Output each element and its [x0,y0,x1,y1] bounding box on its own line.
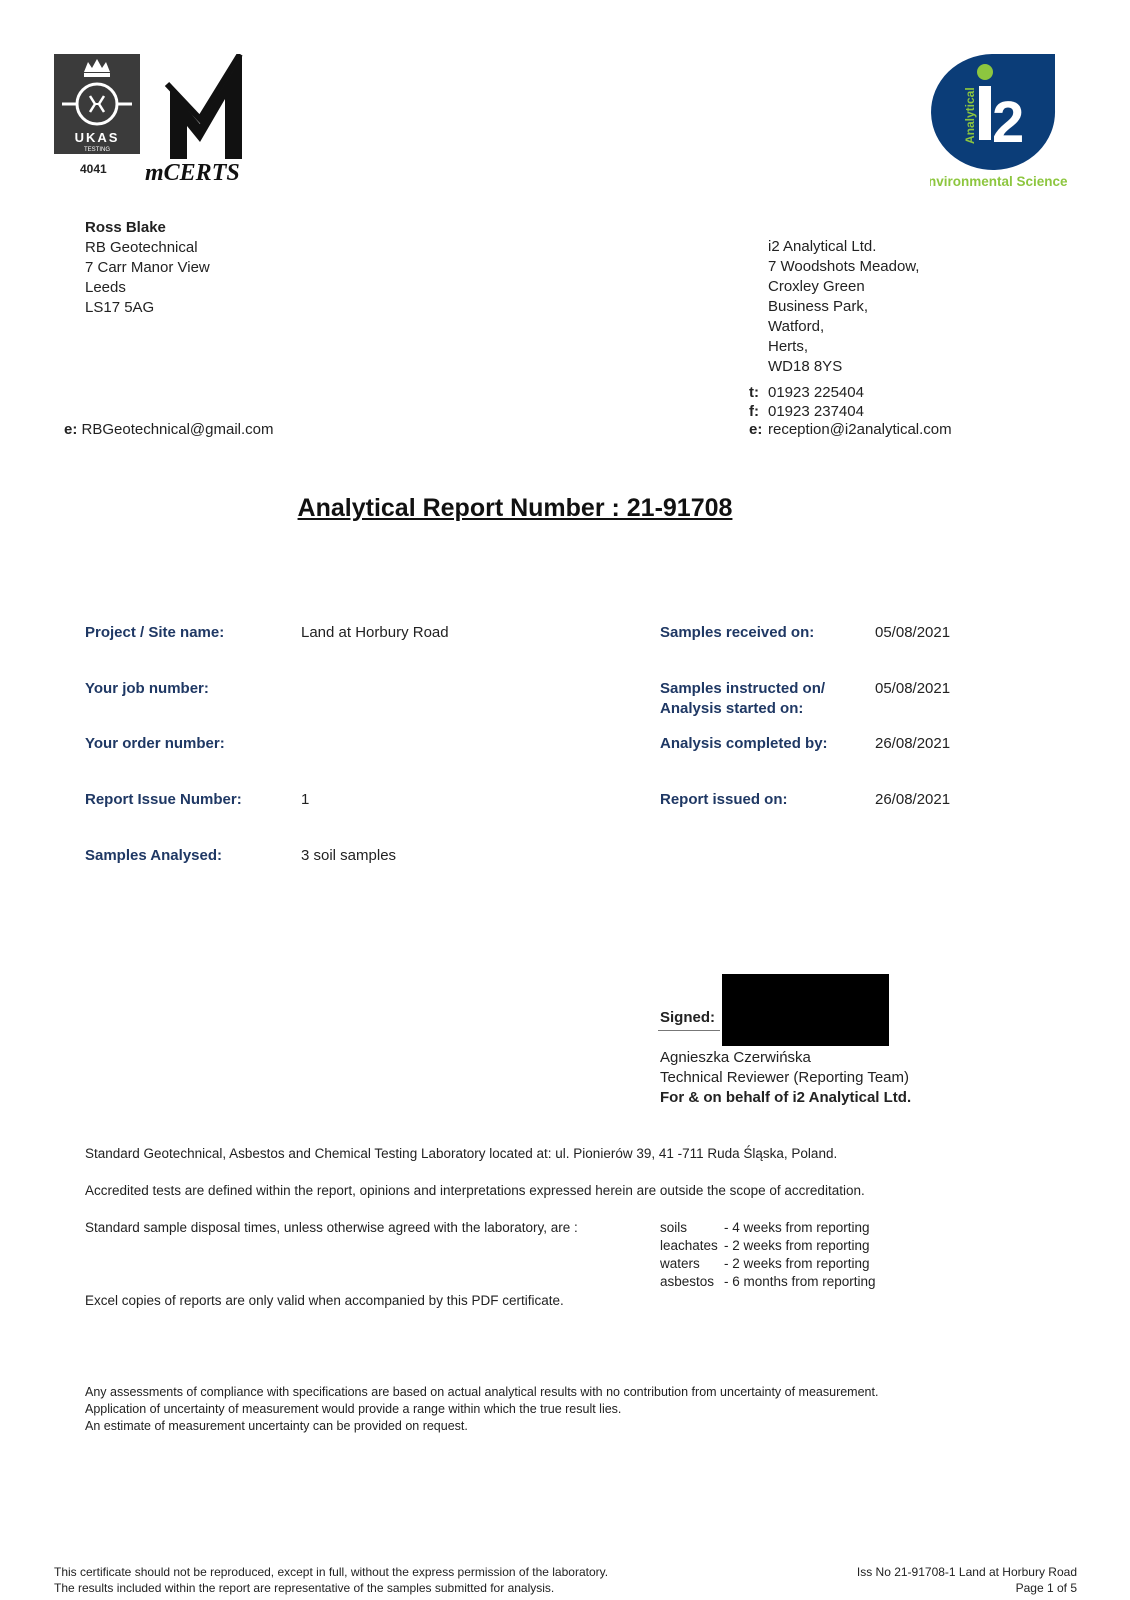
received-value: 05/08/2021 [875,624,951,641]
disposal-row [660,1237,876,1255]
disposal-row [660,1255,876,1273]
disposal-type: leachates [660,1238,718,1253]
lab-phone-label: t: [749,384,759,401]
compliance-line: Any assessments of compliance with specifications are based on actual analytical results with no contribution from uncertainty of measurement. [85,1385,879,1399]
disposal-time: - 6 months from reporting [724,1274,876,1289]
svg-text:Analytical: Analytical [963,87,977,144]
footer-left [54,1564,608,1596]
footer-issue-reference: Iss No 21-91708-1 Land at Horbury Road [856,1565,1077,1579]
instructed-label-line: Samples instructed on/ [660,680,826,697]
job-number-label: Your job number: [85,680,209,697]
lab-address-line: WD18 8YS [768,358,843,375]
excel-note: Excel copies of reports are only valid when accompanied by this PDF certificate. [85,1293,564,1308]
compliance-line: An estimate of measurement uncertainty can be provided on request. [85,1419,468,1433]
disposal-type: asbestos [660,1274,715,1289]
client-address-line: Leeds [85,279,126,296]
footer-right [857,1564,1077,1596]
signed-label: Signed: [660,1009,715,1026]
ukas-logo [54,54,140,154]
instructed-label [660,679,825,719]
disposal-row [660,1273,876,1291]
client-address-line: RB Geotechnical [85,239,198,256]
signature-underline [658,1030,720,1031]
issued-on-value: 26/08/2021 [875,791,951,808]
svg-text:TESTING: TESTING [83,147,111,153]
signatory-name: Agnieszka Czerwińska [660,1049,811,1066]
compliance-note [85,1384,878,1435]
client-address-block [85,218,210,318]
client-email-row [64,420,273,440]
svg-text:mCERTS: mCERTS [145,160,240,184]
disposal-time: - 2 weeks from reporting [724,1238,870,1253]
disposal-list [660,1219,876,1291]
ukas-crown-icon [54,54,140,154]
lab-email-row [749,421,952,440]
svg-text:UKAS: UKAS [74,130,120,145]
i2-analytical-logo [930,52,1070,202]
lab-email[interactable]: reception@i2analytical.com [768,421,952,438]
lab-address-line: i2 Analytical Ltd. [768,238,877,255]
samples-analysed-label: Samples Analysed: [85,847,222,864]
lab-fax: 01923 237404 [768,402,864,420]
report-title: Analytical Report Number : 21-91708 [297,494,733,522]
client-name: Ross Blake [85,219,166,236]
lab-address-line: Herts, [768,338,809,355]
footer-page-number: Page 1 of 5 [1015,1581,1077,1595]
accreditation-note: Accredited tests are defined within the report, opinions and interpretations expressed herein are outside the scope of accreditation. [85,1183,865,1198]
signatory-role: Technical Reviewer (Reporting Team) [660,1069,909,1086]
lab-phone: 01923 225404 [768,384,864,401]
lab-address-line: Watford, [768,318,825,335]
completed-label: Analysis completed by: [660,735,828,752]
redacted-signature [722,974,889,1046]
disposal-intro: Standard sample disposal times, unless otherwise agreed with the laboratory, are : [85,1220,578,1235]
disposal-type: waters [660,1256,700,1271]
instructed-label-line: Analysis started on: [660,700,804,717]
ukas-accreditation-number: 4041 [80,162,107,176]
lab-address-line: 7 Woodshots Meadow, [768,258,920,275]
project-value: Land at Horbury Road [301,624,449,641]
completed-value: 26/08/2021 [875,735,951,752]
project-label: Project / Site name: [85,624,225,641]
lab-fax-row [749,403,952,422]
lab-location-note: Standard Geotechnical, Asbestos and Chemical Testing Laboratory located at: ul. Pionierów 39, 41 -711 Ruda Śląska, Poland. [85,1146,838,1161]
signatory-block [660,1048,911,1108]
disposal-type: soils [660,1220,688,1235]
issue-number-value: 1 [301,791,310,808]
issue-number-label: Report Issue Number: [85,791,242,808]
client-address-line: LS17 5AG [85,299,155,316]
client-address-line: 7 Carr Manor View [85,259,210,276]
received-label: Samples received on: [660,624,815,641]
client-email-label: e: [64,421,78,438]
disposal-time: - 2 weeks from reporting [724,1256,870,1271]
disposal-time: - 4 weeks from reporting [724,1220,870,1235]
disposal-row [660,1219,876,1237]
order-number-label: Your order number: [85,735,225,752]
mcerts-mark-icon [145,54,270,184]
samples-analysed-value: 3 soil samples [301,847,397,864]
signatory-behalf: For & on behalf of i2 Analytical Ltd. [660,1089,912,1106]
lab-fax-label: f: [749,402,759,420]
lab-contact-block [749,384,952,440]
issued-on-label: Report issued on: [660,791,788,808]
lab-email-label: e: [749,421,763,438]
instructed-value: 05/08/2021 [875,680,951,697]
footer-representative-note: The results included within the report are representative of the samples submitted for analysis. [54,1581,555,1595]
compliance-line: Application of uncertainty of measurement would provide a range within which the true result lies. [85,1402,622,1416]
lab-address-block [768,237,919,377]
mcerts-logo [145,54,270,184]
lab-address-line: Croxley Green [768,278,865,295]
lab-phone-row [749,384,952,403]
footer-reproduction-note: This certificate should not be reproduced, except in full, without the express permission of the laboratory. [54,1565,609,1579]
svg-text:Environmental Science: Environmental Science [930,174,1068,189]
svg-text:2: 2 [992,90,1025,155]
client-email[interactable]: RBGeotechnical@gmail.com [81,421,274,438]
lab-address-line: Business Park, [768,298,869,315]
i2-logo-icon [930,52,1070,202]
